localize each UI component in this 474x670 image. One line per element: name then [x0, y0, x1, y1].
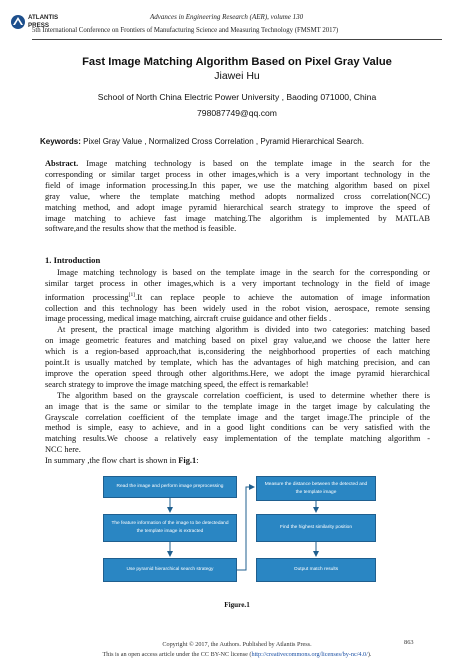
- abstract-line: gray value, where the template matching method adopts normalized cross correlation(NCC): [45, 191, 430, 201]
- flow-step-extract-features: [103, 514, 237, 542]
- license-link[interactable]: http://creativecommons.org/licenses/by-nc/4.0/: [251, 651, 368, 658]
- intro-line: point.It is usually matched by template, which has the advantages of high matching precision, and can: [45, 358, 430, 368]
- abstract-line: corresponding or similar target process in other images,which is a very important technology in the: [45, 169, 430, 179]
- abstract-line-text: Image matching technology is based on the template image in the search for the: [78, 159, 430, 168]
- flow-step-text: Read the image and perform image preprocessing: [116, 484, 224, 489]
- conference-header: 5th International Conference on Frontiers of Manufacturing Science and Measuring Technology (FMSMT 2017): [32, 27, 339, 34]
- flow-step-read-image: [103, 476, 237, 498]
- intro-line: search strategy to improve the image matching speed, the effect is remarkable!: [45, 379, 309, 389]
- arrow-box3-box4: [236, 487, 254, 570]
- paper-title: Fast Image Matching Algorithm Based on Pixel Gray Value: [82, 56, 392, 68]
- intro-line: method is simple, easy to achieve, and in a good light conditions can be very satisfied with the: [45, 423, 430, 433]
- abstract-line: software,and the results show that the method is feasible.: [45, 224, 237, 234]
- flow-step-text: Find the highest similarity position: [280, 525, 352, 530]
- intro-line: Grayscale correlation coefficient of the template image and the target image.The principle of the: [45, 412, 430, 422]
- logo-line-2: PRESS: [28, 22, 49, 29]
- flow-step-pyramid-search: [103, 558, 237, 582]
- flow-step-text: Measure the distance between the detected and the template image: [264, 481, 368, 495]
- intro-line: improve the operation speed through other algorithms.Here, we adopt the image pyramid hierarchical: [45, 368, 430, 378]
- section-heading-introduction: 1. Introduction: [45, 255, 101, 265]
- intro-line: Image matching technology is based on the template image in the search for the corresponding or: [57, 268, 430, 277]
- footer-license: [0, 651, 474, 658]
- flow-step-output-results: [256, 558, 376, 582]
- flow-step-text: Use pyramid hierarchical search strategy: [126, 567, 214, 572]
- intro-line: similar target process in other images,which is a very important technology in the field of image: [45, 278, 430, 288]
- figure-reference: Fig.1: [178, 456, 197, 466]
- abstract-label: Abstract.: [45, 159, 79, 168]
- abstract-line: matching method, and adopt image pyramid hierarchical search strategy to improve the speed of: [45, 202, 430, 212]
- journal-header: Advances in Engineering Research (AER), volume 130: [150, 13, 304, 21]
- intro-line: The algorithm based on the grayscale correlation coefficient, is used to determine whether there is: [57, 390, 430, 400]
- page-number: 863: [404, 639, 414, 646]
- intro-line: image processing, medical image matching, aircraft cruise guidance and other fields .: [45, 314, 332, 324]
- author-email: 798087749@qq.com: [197, 108, 277, 118]
- intro-line: In summary ,the flow chart is shown in Fig.1:: [45, 456, 199, 466]
- license-prefix: This is an open access article under the CC BY-NC license (: [102, 651, 252, 658]
- logo-line-1: ATLANTIS: [28, 14, 59, 21]
- intro-line: an image that is the same or similar to the template image in the target image by calculating the: [45, 401, 430, 411]
- intro-line: NCC here.: [45, 445, 81, 455]
- intro-line: collection and this technology has been widely used in the robot vision, aerospace, remote sensing: [45, 303, 430, 313]
- flow-step-text: Output match results: [293, 567, 339, 572]
- intro-line: on image geometric features and matching based on pixel gray value,and we choose the latter here: [45, 336, 430, 346]
- flow-step-text: The feature information of the image to be detectedand the template image is extracted: [111, 521, 229, 534]
- intro-line: which is a region-based approach,that is,considering the neighborhood properties of each matching: [45, 347, 430, 357]
- author-name: Jiawei Hu: [214, 70, 260, 82]
- flow-step-measure-distance: [256, 476, 376, 501]
- footer-copyright: Copyright © 2017, the Authors. Published by Atlantis Press.: [162, 641, 312, 648]
- intro-line: matching results.We choose a relatively easy implementation of the template matching algorithm -: [45, 434, 430, 444]
- citation-ref[interactable]: [1]: [128, 291, 136, 298]
- license-suffix: ).: [367, 651, 372, 658]
- intro-line: information processing[1].It can replace people to achieve the automation of image information: [45, 291, 430, 302]
- abstract-line: image matching to achieve fast image matching.The algorithm is implemented by MATLAB: [45, 213, 430, 223]
- figure-caption: Figure.1: [224, 601, 250, 609]
- keywords-text: Pixel Gray Value , Normalized Cross Correlation , Pyramid Hierarchical Search.: [80, 137, 364, 146]
- keywords-label: Keywords:: [40, 137, 81, 146]
- flow-step-highest-similarity: [256, 514, 376, 542]
- abstract-line: field of image information processing.In this paper, we use the matching algorithm based on pixel: [45, 180, 430, 190]
- intro-line: At present, the practical image matching algorithm is divided into two categories: matching based: [57, 325, 430, 335]
- author-affiliation: School of North China Electric Power University , Baoding 071000, China: [97, 92, 377, 102]
